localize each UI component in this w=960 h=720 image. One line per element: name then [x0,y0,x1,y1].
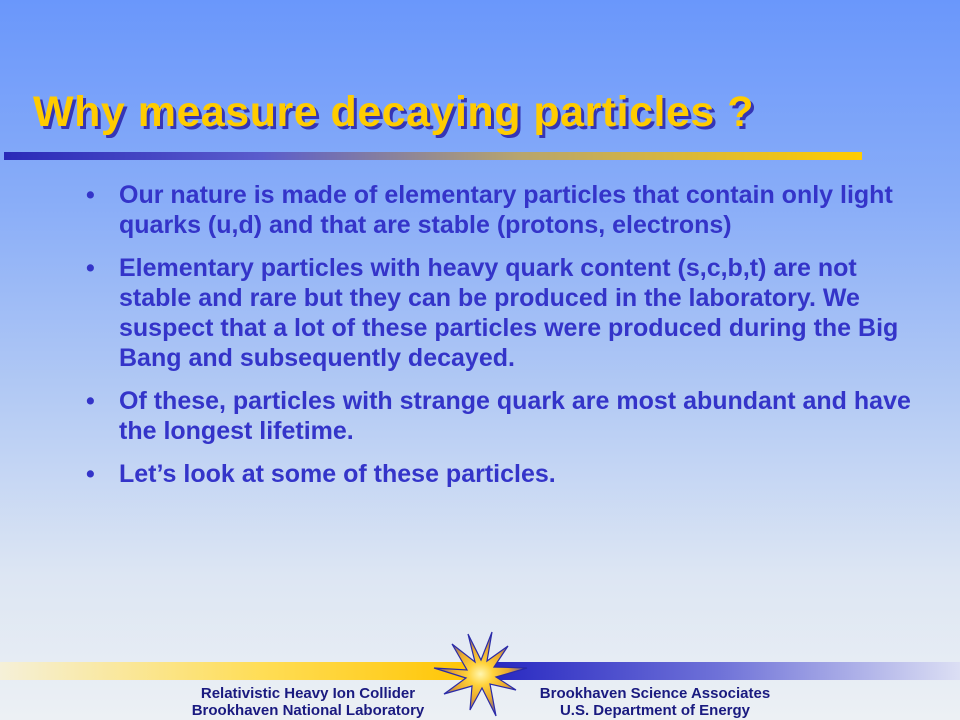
slide-title: Why measure decaying particles ? [33,88,754,136]
footer-right-line1: Brookhaven Science Associates [539,685,771,702]
footer-left [148,685,468,719]
footer-right-line2: U.S. Department of Energy [559,702,751,719]
footer-left-line1: Relativistic Heavy Ion Collider [200,685,416,702]
bullet-item: • Let’s look at some of these particles. [86,459,916,489]
bullet-item: • Our nature is made of elementary particles that contain only light quarks (u,d) and that are stable (protons, electrons) [86,180,916,240]
starburst-icon [430,628,530,720]
bullet-item: • Elementary particles with heavy quark content (s,c,b,t) are not stable and rare but they can be produced in the laboratory. We suspect that a lot of these particles were produced during the Big Bang and subsequently decayed. [86,253,916,373]
bullet-list [86,180,916,502]
bullet-item: • Of these, particles with strange quark are most abundant and have the longest lifetime. [86,386,916,446]
footer-left-line2: Brookhaven National Laboratory [191,702,425,719]
footer-right [505,685,805,719]
title-underline [4,152,862,160]
